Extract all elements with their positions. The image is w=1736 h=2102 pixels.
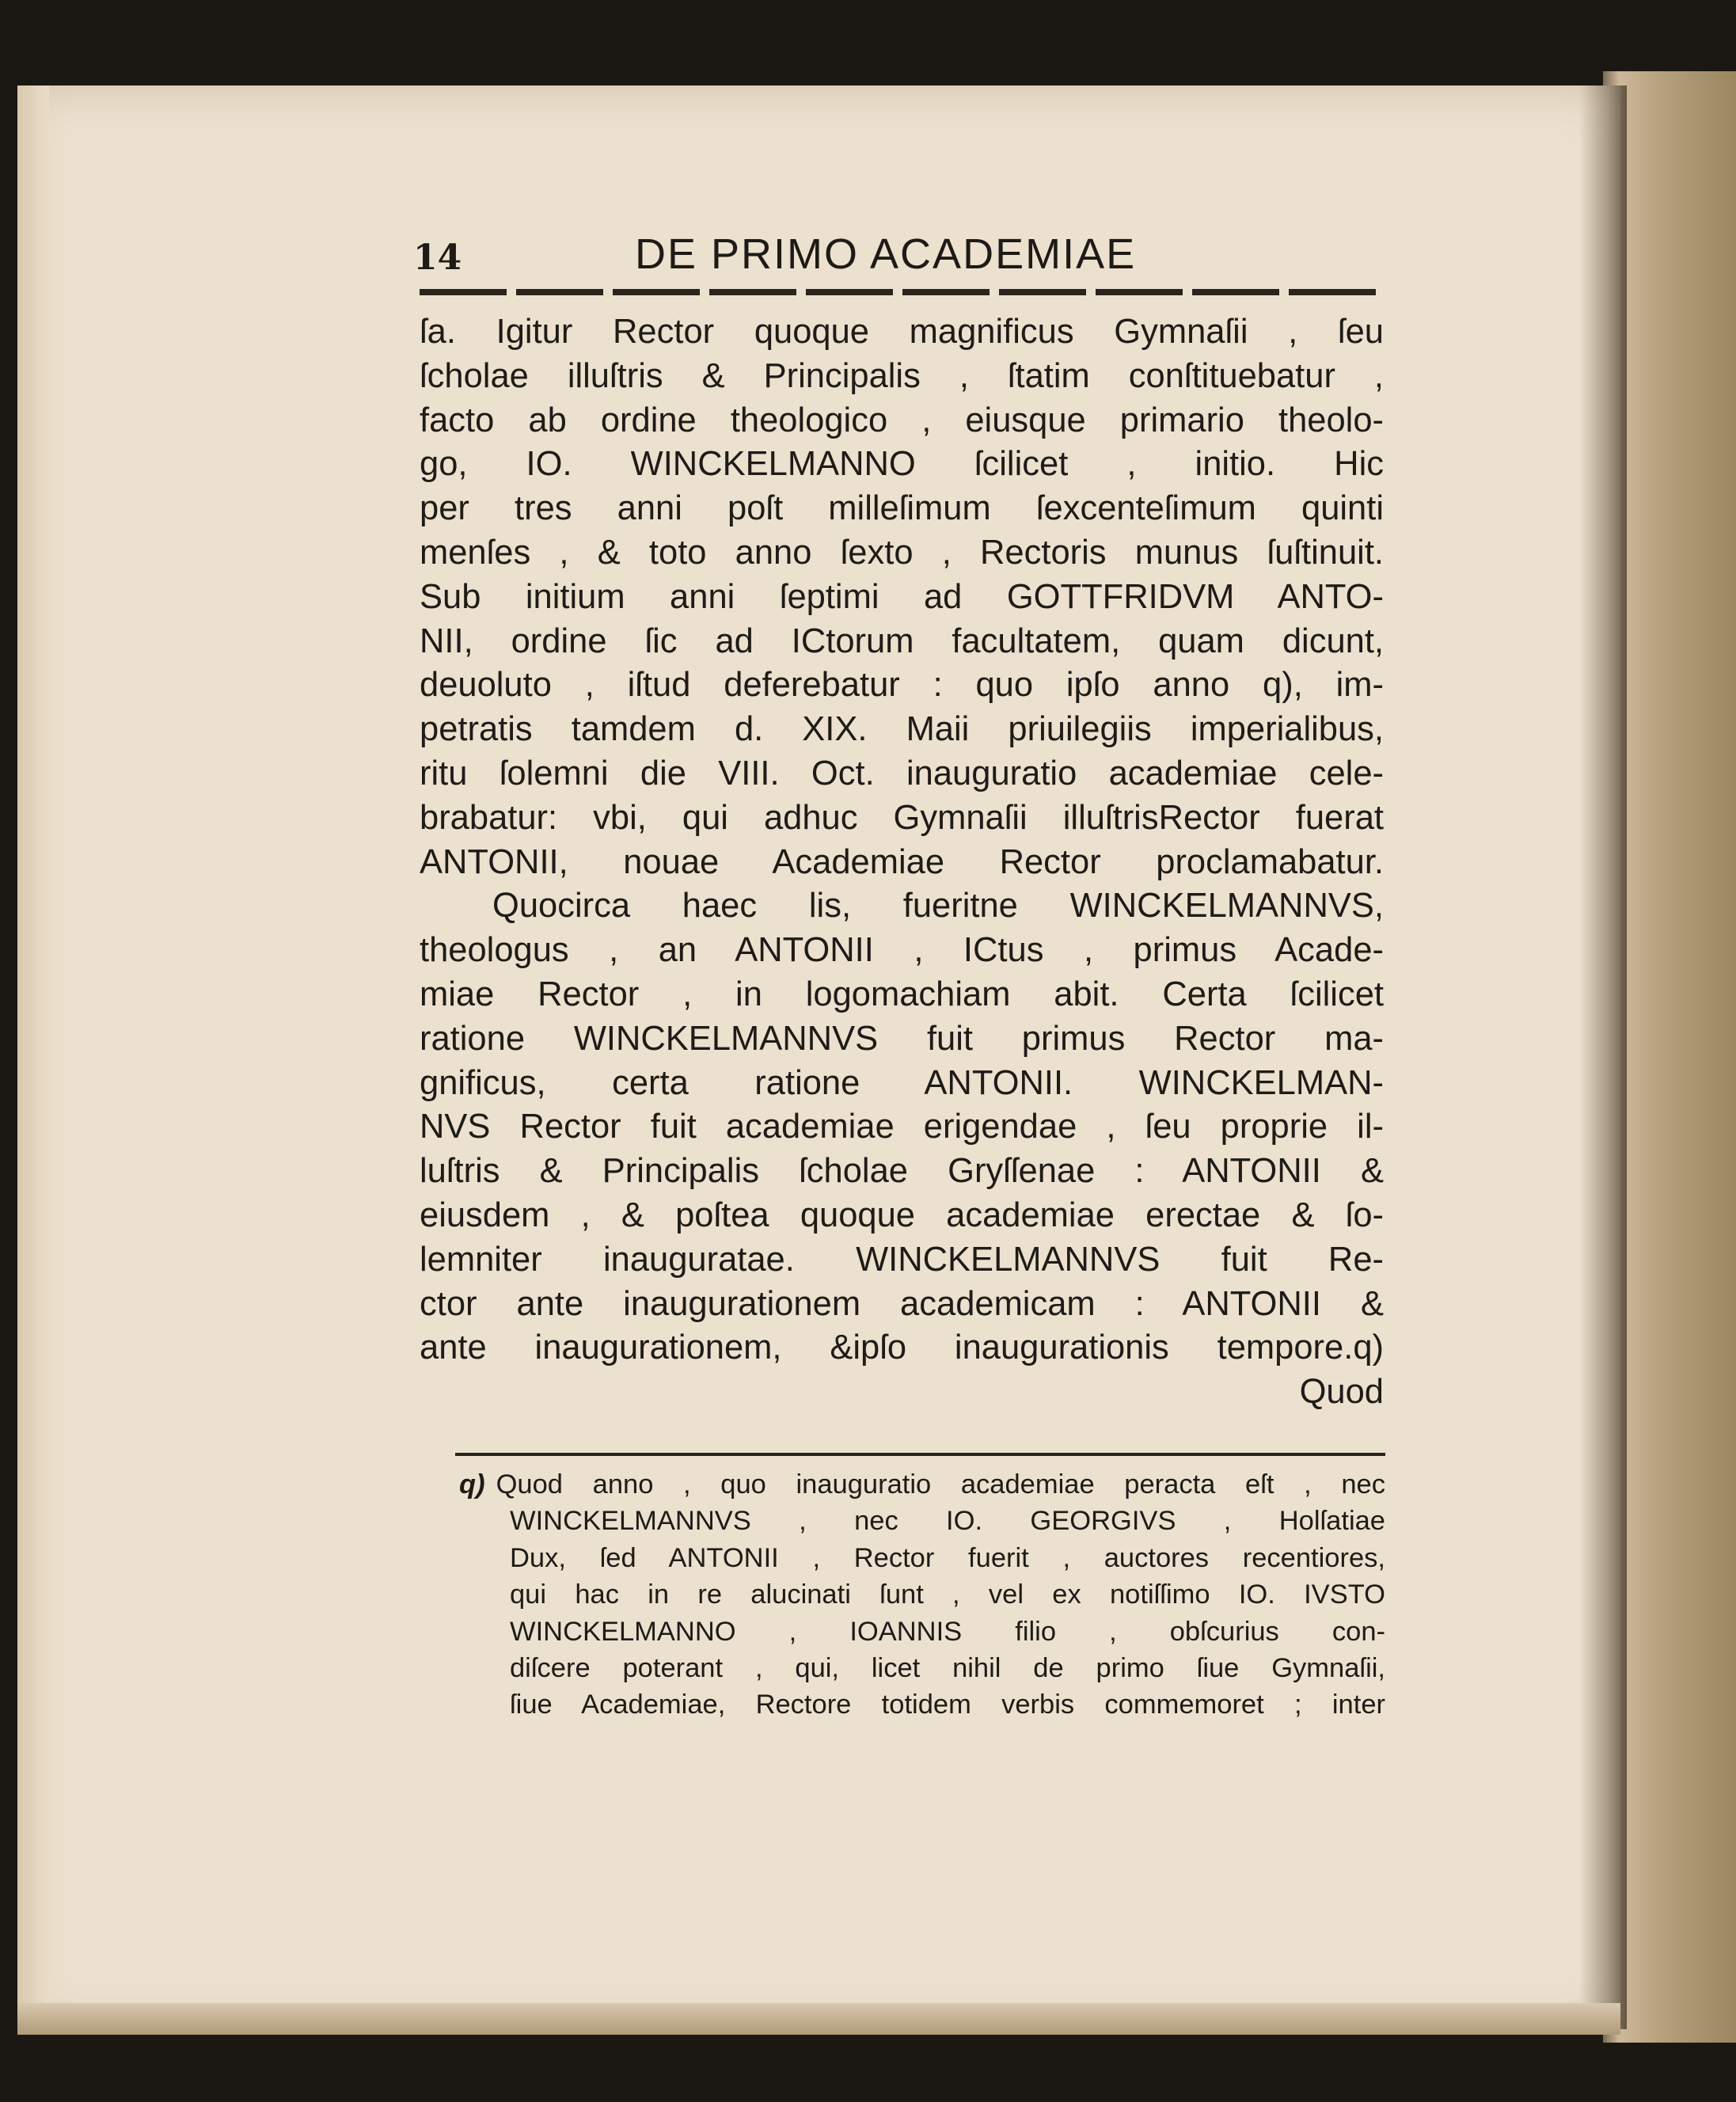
body-line: ſcholae illuſtris & Principalis , ſtatim conſtituebatur , [420,356,1384,395]
footnote-marker: q) [459,1469,485,1500]
footnote-line-text: Quod anno , quo inauguratio academiae peracta eſt , nec [496,1469,1385,1500]
footnote-line: qui hac in re alucinati ſunt , vel ex notiſſimo IO. IVSTO [510,1579,1385,1610]
body-line: ANTONII, nouae Academiae Rector proclamabatur. [420,842,1384,881]
body-line: deuoluto , iſtud deferebatur : quo ipſo anno q), im- [420,666,1384,705]
body-line-paragraph-start: Quocirca haec lis, fueritne WINCKELMANNVS, [492,887,1384,926]
footnote-line [459,1466,1385,1503]
page-number: 14 [413,238,462,278]
running-title: DE PRIMO ACADEMIAE [635,230,1137,278]
footnote-line: diſcere poterant , qui, licet nihil de primo ſiue Gymnaſii, [510,1652,1385,1683]
body-line: ctor ante inaugurationem academicam : ANTONII & [420,1284,1384,1323]
body-text [420,310,1384,1415]
footnote [459,1466,1385,1724]
body-line: NVS Rector fuit academiae erigendae , ſeu proprie il- [420,1108,1384,1146]
body-line: theologus , an ANTONII , ICtus , primus Acade- [420,931,1384,970]
catchword: Quod [1299,1373,1384,1412]
footnote-rule [455,1453,1385,1456]
body-line: eiusdem , & poſtea quoque academiae erectae & ſo- [420,1195,1384,1234]
body-line: luſtris & Principalis ſcholae Gryſſenae : ANTONII & [420,1152,1384,1191]
page-gutter-shadow [1579,86,1627,2029]
footnote-line: WINCKELMANNVS , nec IO. GEORGIVS , Holſatiae [510,1506,1385,1537]
body-line: ſa. Igitur Rector quoque magnificus Gymnaſii , ſeu [420,313,1384,351]
body-line: lemniter inauguratae. WINCKELMANNVS fuit Re- [420,1240,1384,1279]
page-bottom-edge [17,2003,1620,2035]
body-line: petratis tamdem d. XIX. Maii priuilegiis imperialibus, [420,710,1384,749]
body-line: facto ab ordine theologico , eiusque primario theolo- [420,401,1384,439]
body-line: gnificus, certa ratione ANTONII. WINCKELMAN- [420,1063,1384,1102]
body-line: menſes , & toto anno ſexto , Rectoris munus ſuſtinuit. [420,533,1384,572]
footnote-line: ſiue Academiae, Rectore totidem verbis commemoret ; inter [510,1690,1385,1720]
body-line: go, IO. WINCKELMANNO ſcilicet , initio. Hic [420,445,1384,484]
footnote-line: Dux, ſed ANTONII , Rector fuerit , auctores recentiores, [510,1542,1385,1573]
footnote-line: WINCKELMANNO , IOANNIS filio , obſcurius con- [510,1616,1385,1647]
body-line: miae Rector , in logomachiam abit. Certa ſcilicet [420,975,1384,1013]
header-rule [420,289,1384,295]
body-line: Sub initium anni ſeptimi ad GOTTFRIDVM ANTO- [420,577,1384,616]
body-line: ritu ſolemni die VIII. Oct. inauguratio academiae cele- [420,754,1384,793]
page-left-edge [17,86,49,2029]
body-line: brabatur: vbi, qui adhuc Gymnaſii illuſtrisRector fuerat [420,798,1384,837]
body-line: NII, ordine ſic ad ICtorum facultatem, quam dicunt, [420,621,1384,660]
body-line: per tres anni poſt milleſimum ſexcenteſimum quinti [420,489,1384,528]
body-line: ratione WINCKELMANNVS fuit primus Rector ma- [420,1019,1384,1058]
body-line: ante inaugurationem, &ipſo inaugurationis tempore.q) [420,1328,1384,1367]
running-head [413,230,1387,285]
